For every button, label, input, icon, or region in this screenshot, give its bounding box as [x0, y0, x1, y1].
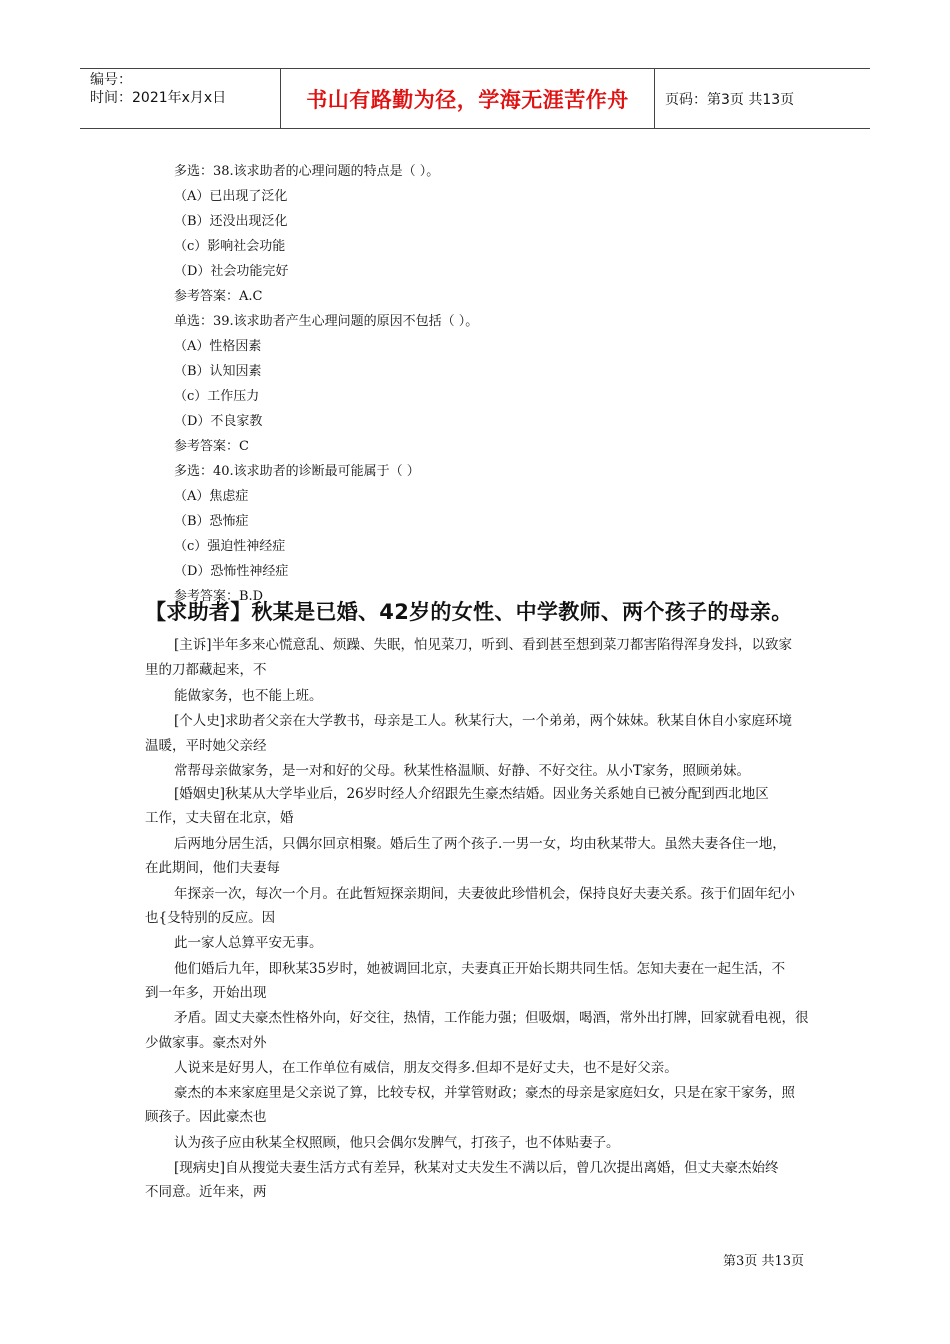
header-page-info: 页码：第3页 共13页	[665, 91, 795, 108]
paragraph-line: 在此期间，他们夫妻每	[145, 860, 280, 876]
paragraph-line: 也{殳特别的反应。因	[145, 910, 276, 926]
paragraph-line: 温暖，平时她父亲经	[145, 738, 267, 754]
paragraph-line: 此一家人总算平安无事。	[174, 935, 323, 951]
question-option: （B）认知因素	[174, 364, 262, 379]
paragraph-line: 能做家务，也不能上班。	[174, 688, 323, 704]
paragraph-line: 里的刀都藏起来，不	[145, 662, 267, 678]
paragraph-line: [婚姻史]秋某从大学毕业后，26岁时经人介绍跟先生豪杰结婚。因业务关系她自已被分配到西北地区	[174, 786, 769, 802]
paragraph-line: 他们婚后九年，即秋某35岁时，她被调回北京，夫妻真正开始长期共同生恬。怎知夫妻在一起生活，不	[174, 961, 786, 977]
page-footer: 第3页 共13页	[723, 1254, 804, 1269]
question-stem: 单选：39.该求助者产生心理问题的原因不包括（ ）。	[174, 314, 479, 329]
paragraph-line: 少做家事。豪杰对外	[145, 1035, 267, 1051]
paragraph-line: 人说来是好男人，在工作单位有威信，朋友交得多.但却不是好丈夫，也不是好父亲。	[174, 1060, 678, 1076]
question-option: （D）社会功能完好	[174, 264, 289, 279]
paragraph-line: 顾孩子。因此豪杰也	[145, 1109, 267, 1125]
paragraph-line: 后两地分居生活，只偶尔回京相聚。婚后生了两个孩子.一男一女，均由秋某带大。虽然夫妻各住一地，	[174, 836, 786, 852]
paragraph-line: 工作，丈夫留在北京，婚	[145, 810, 294, 826]
question-option: （B）恐怖症	[174, 514, 249, 529]
paragraph-line: 豪杰的本来家庭里是父亲说了算，比较专权，并掌管财政；豪杰的母亲是家庭妇女，只是在家干家务，照	[174, 1085, 795, 1101]
case-title: 【求助者】秋某是已婚、42岁的女性、中学教师、两个孩子的母亲。	[145, 600, 793, 624]
page-header	[80, 68, 870, 129]
paragraph-line: [个人史]求助者父亲在大学教书，母亲是工人。秋某行大，一个弟弟，两个妹妹。秋某自休自小家庭环境	[174, 713, 793, 729]
question-answer: 参考答案：B.D	[174, 589, 264, 604]
header-meta	[80, 69, 281, 128]
number-label: 编号：	[90, 72, 132, 88]
question-option: （c）影响社会功能	[174, 239, 286, 254]
question-answer: 参考答案：A.C	[174, 289, 263, 304]
question-option: （D）不良家教	[174, 414, 263, 429]
paragraph-line: 认为孩子应由秋某全权照顾，他只会偶尔发脾气，打孩子，也不体贴妻子。	[174, 1135, 620, 1151]
paragraph-line: 矛盾。固丈夫豪杰性格外向，好交往，热情，工作能力强；但吸烟，喝酒，常外出打牌，回家就看电视，很	[174, 1010, 809, 1026]
question-stem: 多选：38.该求助者的心理问题的特点是（ ）。	[174, 164, 440, 179]
header-motto: 书山有路勤为径，学海无涯苦作舟	[281, 69, 655, 128]
paragraph-line: [现病史]自从搜觉夫妻生活方式有差异，秋某对丈夫发生不满以后，曾几次提出离婚，但丈夫豪杰始终	[174, 1160, 779, 1176]
question-stem: 多选：40.该求助者的诊断最可能属于（ ）	[174, 464, 420, 479]
question-option: （B）还没出现泛化	[174, 214, 288, 229]
question-option: （D）恐怖性神经症	[174, 564, 289, 579]
question-option: （A）焦虑症	[174, 489, 249, 504]
paragraph-line: 不同意。近年来，两	[145, 1184, 267, 1200]
question-option: （c）工作压力	[174, 389, 260, 404]
paragraph-line: 年探亲一次，每次一个月。在此暂短探亲期间，夫妻彼此珍惜机会，保持良好夫妻关系。孩于们固年纪小	[174, 886, 795, 902]
paragraph-line: [主诉]半年多来心慌意乱、烦躁、失眠，怕见菜刀，听到、看到甚至想到菜刀都害陷得浑身发抖，以致家	[174, 637, 793, 653]
paragraph-line: 到一年多，开始出现	[145, 985, 267, 1001]
question-answer: 参考答案：C	[174, 439, 249, 454]
paragraph-line: 常帮母亲做家务，是一对和好的父母。秋某性格温顺、好静、不好交往。从小T家务，照顾弟妹。	[174, 763, 751, 779]
question-option: （A）性格因素	[174, 339, 262, 354]
question-option: （A）已出现了泛化	[174, 189, 288, 204]
question-option: （c）强迫性神经症	[174, 539, 286, 554]
time-label: 时间：2021年x月x日	[90, 90, 227, 106]
